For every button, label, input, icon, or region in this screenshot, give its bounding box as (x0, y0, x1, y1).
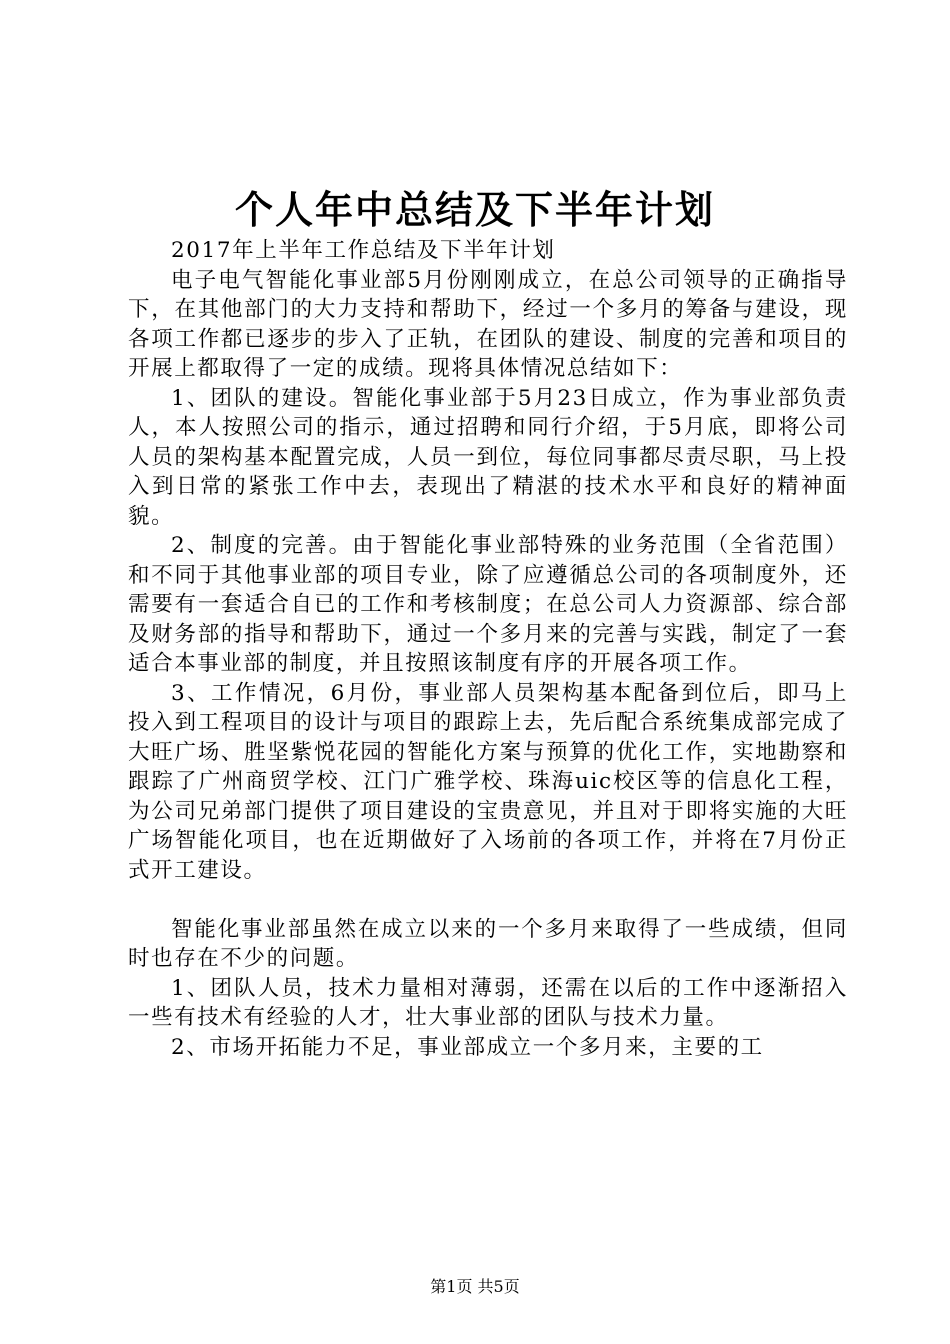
work-status-paragraph: 3、工作情况，6月份，事业部人员架构基本配备到位后，即马上投入到工程项目的设计与项目的跟踪上去，先后配合系统集成部完成了大旺广场、胜坚紫悦花园的智能化方案与预算的优化工作，实地勘察和跟踪了广州商贸学校、江门广雅学校、珠海uic校区等的信息化工程，为公司兄弟部门提供了项目建设的宝贵意见，并且对于即将实施的大旺广场智能化项目，也在近期做好了入场前的各项工作，并将在7月份正式开工建设。 (128, 680, 848, 883)
intro-paragraph: 电子电气智能化事业部5月份刚刚成立，在总公司领导的正确指导下，在其他部门的大力支持和帮助下，经过一个多月的筹备与建设，现各项工作都已逐步的步入了正轨，在团队的建设、制度的完善和项目的开展上都取得了一定的成绩。现将具体情况总结如下： (128, 267, 848, 381)
system-improvement-paragraph: 2、制度的完善。由于智能化事业部特殊的业务范围（全省范围）和不同于其他事业部的项目专业，除了应遵循总公司的各项制度外，还需要有一套适合自已的工作和考核制度；在总公司人力资源部、综合部及财务部的指导和帮助下，通过一个多月来的完善与实践，制定了一套适合本事业部的制度，并且按照该制度有序的开展各项工作。 (128, 533, 848, 676)
page-footer: 第1页 共5页 (430, 1277, 520, 1296)
document-body (128, 236, 848, 1062)
subtitle-paragraph: 2017年上半年工作总结及下半年计划 (171, 238, 556, 263)
team-building-paragraph: 1、团队的建设。智能化事业部于5月23日成立，作为事业部负责人，本人按照公司的指示，通过招聘和同行介绍，于5月底，即将公司人员的架构基本配置完成，人员一到位，每位同事都尽责尽职，马上投入到日常的紧张工作中去，表现出了精湛的技术水平和良好的精神面貌。 (128, 385, 848, 529)
problem-team-paragraph: 1、团队人员，技术力量相对薄弱，还需在以后的工作中逐渐招入一些有技术有经验的人才，壮大事业部的团队与技术力量。 (128, 975, 848, 1030)
problems-intro-paragraph: 智能化事业部虽然在成立以来的一个多月来取得了一些成绩，但同时也存在不少的问题。 (128, 916, 848, 971)
problem-market-paragraph: 2、市场开拓能力不足，事业部成立一个多月来，主要的工 (171, 1034, 764, 1060)
document-title: 个人年中总结及下半年计划 (234, 187, 715, 232)
